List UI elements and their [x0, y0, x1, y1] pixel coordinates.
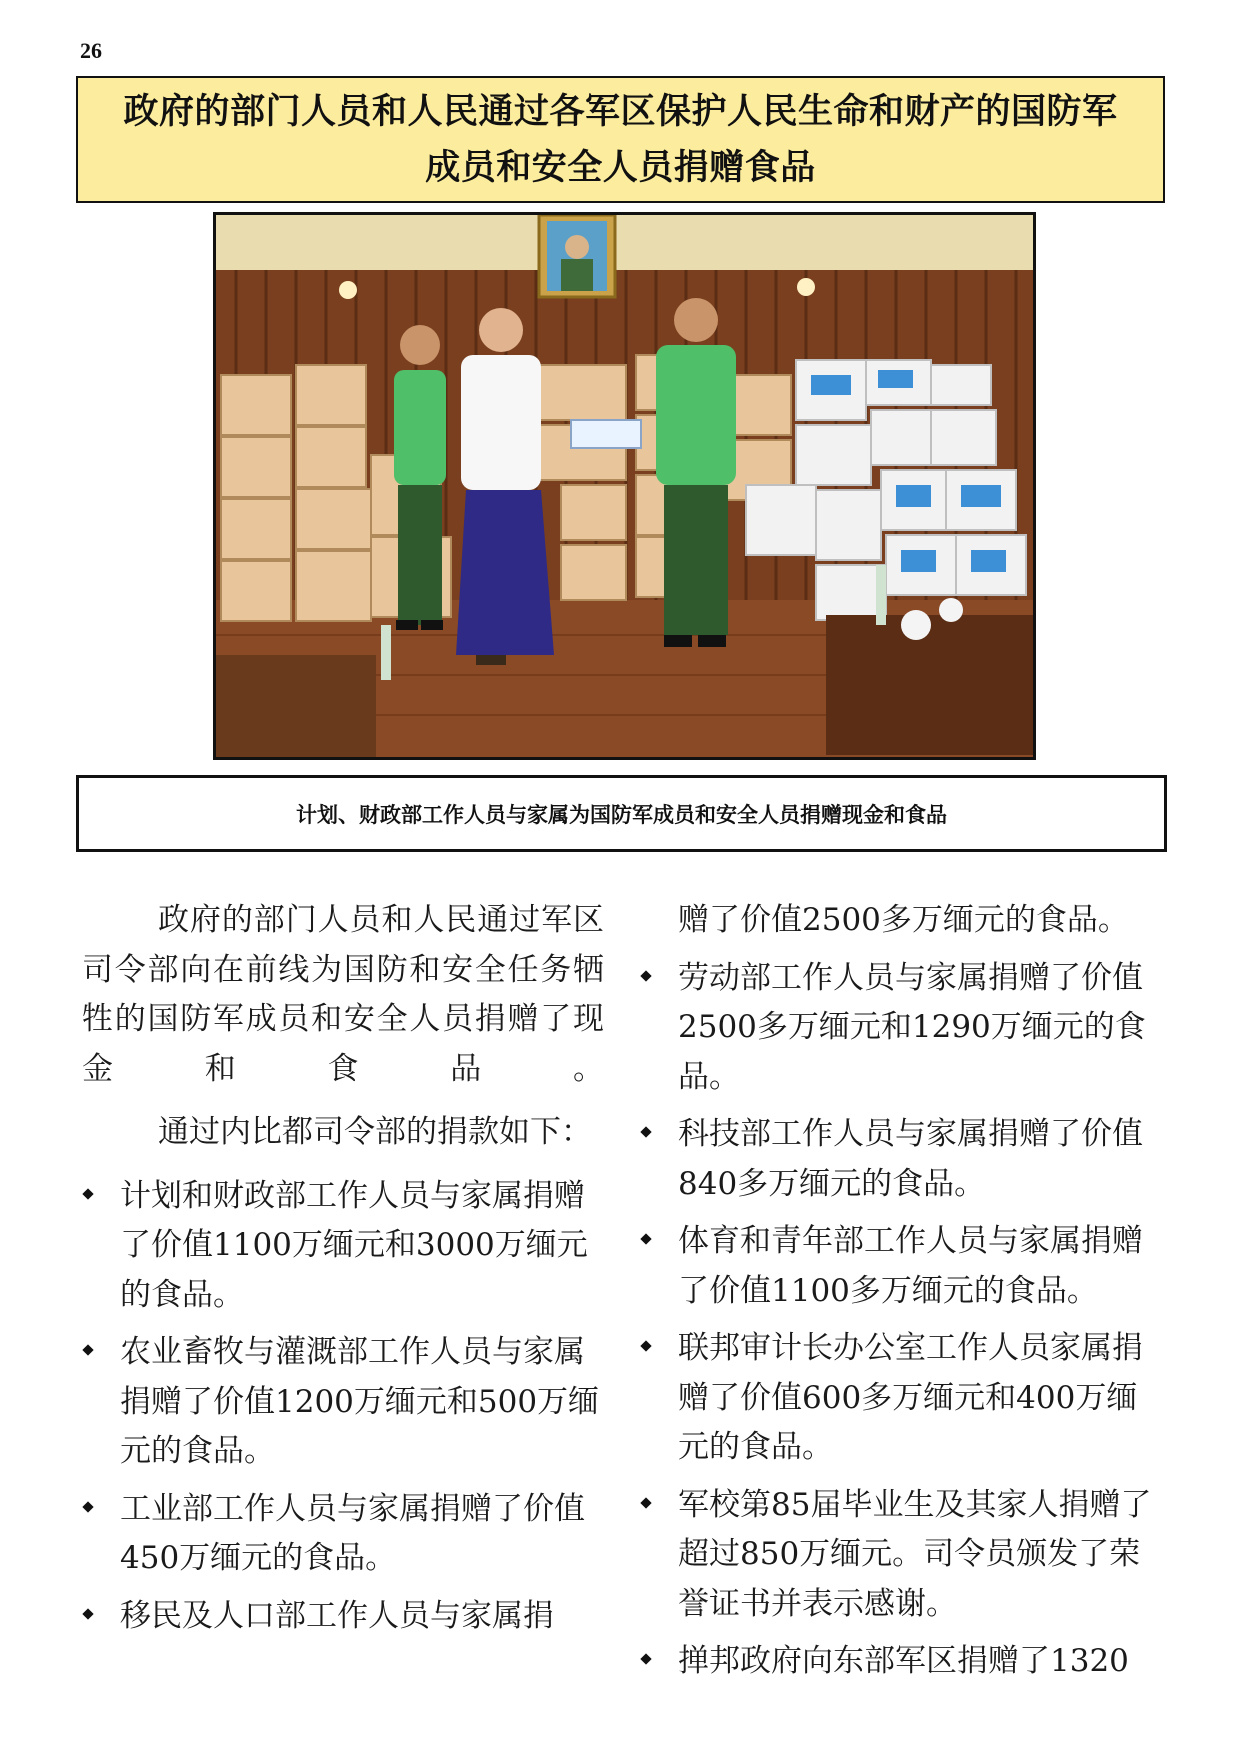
lead-paragraph: 通过内比都司令部的捐款如下：: [158, 1114, 592, 1150]
diamond-bullet-icon: [640, 970, 651, 981]
headline-line-1: 政府的部门人员和人民通过各军区保护人民生命和财产的国防军: [123, 91, 1118, 132]
list-item: 工业部工作人员与家属捐赠了价值450万缅元的食品。: [82, 1485, 604, 1584]
diamond-bullet-icon: [640, 1497, 651, 1508]
diamond-bullet-icon: [82, 1344, 93, 1355]
diamond-bullet-icon: [82, 1188, 93, 1199]
photo-illustration: [216, 215, 1033, 757]
list-item: 科技部工作人员与家属捐赠了价值840多万缅元的食品。: [640, 1110, 1168, 1209]
donation-list-right: [640, 954, 1168, 1687]
page-number: 26: [80, 38, 102, 63]
photo-caption: 计划、财政部工作人员与家属为国防军成员和安全人员捐赠现金和食品: [296, 802, 947, 827]
list-item-continuation: 赠了价值2500多万缅元的食品。: [678, 902, 1129, 938]
intro-paragraph: 政府的部门人员和人民通过军区司令部向在前线为国防和安全任务牺牲的国防军成员和安全人员捐赠了现金和食品。: [82, 902, 604, 1087]
list-item: 移民及人口部工作人员与家属捐: [82, 1592, 604, 1642]
list-item: 掸邦政府向东部军区捐赠了1320: [640, 1637, 1168, 1687]
diamond-bullet-icon: [640, 1340, 651, 1351]
left-column: [82, 896, 604, 1649]
list-item: 劳动部工作人员与家属捐赠了价值2500多万缅元和1290万缅元的食品。: [640, 954, 1168, 1103]
donation-ceremony-photo: [213, 212, 1036, 760]
diamond-bullet-icon: [640, 1126, 651, 1137]
list-item: 体育和青年部工作人员与家属捐赠了价值1100多万缅元的食品。: [640, 1217, 1168, 1316]
diamond-bullet-icon: [640, 1233, 651, 1244]
diamond-bullet-icon: [82, 1501, 93, 1512]
right-column: [640, 896, 1168, 1695]
donation-list-left: [82, 1172, 604, 1642]
list-item: 联邦审计长办公室工作人员家属捐赠了价值600多万缅元和400万缅元的食品。: [640, 1324, 1168, 1473]
headline-box: [76, 76, 1165, 203]
list-item: 军校第85届毕业生及其家人捐赠了超过850万缅元。司令员颁发了荣誉证书并表示感谢。: [640, 1481, 1168, 1630]
headline-line-2: 成员和安全人员捐赠食品: [425, 147, 816, 188]
list-item: 计划和财政部工作人员与家属捐赠了价值1100万缅元和3000万缅元的食品。: [82, 1172, 604, 1321]
photo-caption-box: [76, 775, 1167, 852]
diamond-bullet-icon: [82, 1608, 93, 1619]
list-item: 农业畜牧与灌溉部工作人员与家属捐赠了价值1200万缅元和500万缅元的食品。: [82, 1328, 604, 1477]
diamond-bullet-icon: [640, 1653, 651, 1664]
